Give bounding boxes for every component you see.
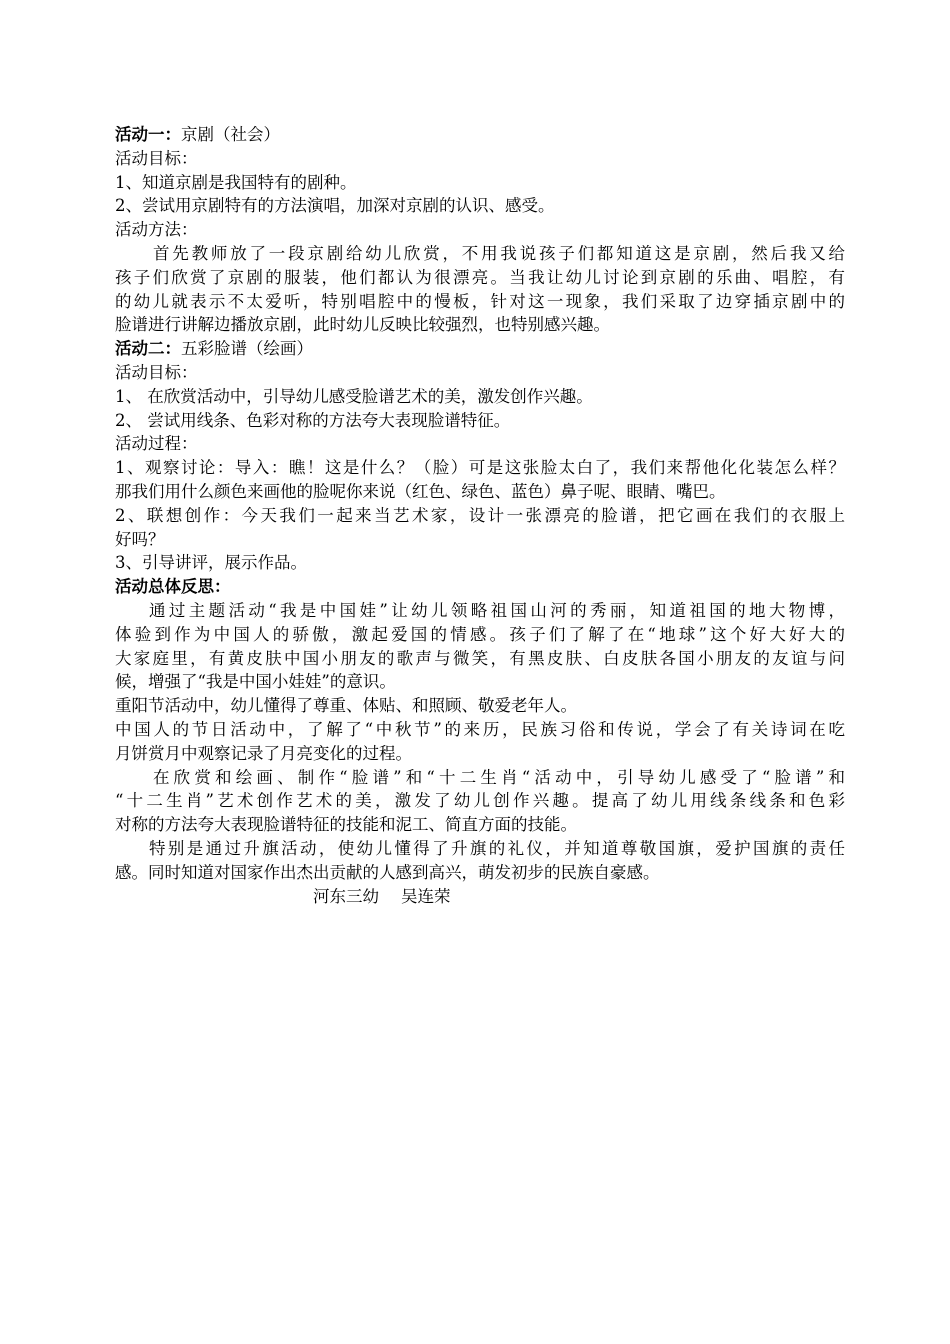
- activity2-heading-label: 活动二：: [115, 339, 181, 359]
- reflection-heading: 活动总体反思：: [115, 577, 231, 597]
- activity1-goal-2: 2、尝试用京剧特有的方法演唱，加深对京剧的认识、感受。: [115, 196, 555, 216]
- signature: [115, 885, 845, 909]
- activity2-heading-title: 五彩脸谱（绘画）: [181, 339, 313, 359]
- activity2-process-line-5: 3、引导讲评，展示作品。: [115, 553, 307, 573]
- reflection-p1-line-3: 大家庭里，有黄皮肤中国小朋友的歌声与微笑，有黑皮肤、白皮肤各国小朋友的友谊与问: [115, 648, 845, 668]
- reflection-p4-line-2: “十二生肖”艺术创作艺术的美，激发了幼儿创作兴趣。提高了幼儿用线条线条和色彩: [115, 791, 845, 811]
- activity1-method-line-1: 首先教师放了一段京剧给幼儿欣赏，不用我说孩子们都知道这是京剧，然后我又给: [153, 243, 845, 263]
- activity2-heading: [115, 337, 845, 361]
- activity2-goal-label: 活动目标：: [115, 362, 198, 382]
- activity2-process-line-4: 好吗？: [115, 529, 165, 549]
- reflection-p4-line-1: 在欣赏和绘画、制作“脸谱”和“十二生肖“活动中，引导幼儿感受了“脸谱”和: [153, 767, 845, 787]
- activity1-heading-label: 活动一：: [115, 125, 181, 144]
- activity1-method-line-2: 孩子们欣赏了京剧的服装，他们都认为很漂亮。当我让幼儿讨论到京剧的乐曲、唱腔，有: [115, 267, 845, 287]
- reflection-p5-line-2: 感。同时知道对国家作出杰出贡献的人感到高兴，萌发初步的民族自豪感。: [115, 862, 660, 882]
- reflection-p2: 重阳节活动中，幼儿懂得了尊重、体贴、和照顾、敬爱老年人。: [115, 696, 577, 716]
- document-body: [115, 123, 845, 908]
- reflection-p1-line-4: 候，增强了“我是中国小娃娃”的意识。: [115, 672, 396, 692]
- activity2-process-line-1: 1、观察讨论：导入：瞧！这是什么？（脸）可是这张脸太白了，我们来帮他化化装怎么样？: [115, 458, 845, 478]
- activity1-method-line-3: 的幼儿就表示不太爱听，特别唱腔中的慢板，针对这一现象，我们采取了边穿插京剧中的: [115, 291, 845, 311]
- signature-school: 河东三幼: [313, 886, 379, 906]
- activity2-goal-1: 1、 在欣赏活动中，引导幼儿感受脸谱艺术的美，激发创作兴趣。: [115, 386, 593, 406]
- reflection-p3-line-1: 中国人的节日活动中，了解了“中秋节”的来历，民族习俗和传说，学会了有关诗词在吃: [115, 719, 845, 739]
- activity1-goal-1: 1、知道京剧是我国特有的剧种。: [115, 172, 357, 192]
- activity1-heading: [115, 123, 845, 147]
- reflection-p1-line-2: 体验到作为中国人的骄傲，激起爱国的情感。孩子们了解了在“地球”这个好大好大的: [115, 624, 845, 644]
- activity1-method-line-4: 脸谱进行讲解边播放京剧，此时幼儿反映比较强烈，也特别感兴趣。: [115, 315, 610, 335]
- reflection-p1-line-1: 通过主题活动“我是中国娃”让幼儿领略祖国山河的秀丽，知道祖国的地大物博，: [149, 600, 845, 620]
- reflection-p4-line-3: 对称的方法夸大表现脸谱特征的技能和泥工、简直方面的技能。: [115, 815, 577, 835]
- activity1-method-label: 活动方法：: [115, 220, 198, 240]
- activity1-goal-label: 活动目标：: [115, 148, 198, 168]
- activity2-goal-2: 2、 尝试用线条、色彩对称的方法夸大表现脸谱特征。: [115, 410, 511, 430]
- reflection-p3-line-2: 月饼赏月中观察记录了月亮变化的过程。: [115, 743, 412, 763]
- activity2-process-label: 活动过程：: [115, 434, 198, 454]
- activity1-heading-title: 京剧（社会）: [181, 125, 280, 144]
- activity2-process-line-2: 那我们用什么颜色来画他的脸呢你来说（红色、绿色、蓝色）鼻子呢、眼睛、嘴巴。: [115, 481, 726, 501]
- reflection-p5-line-1: 特别是通过升旗活动，使幼儿懂得了升旗的礼仪，并知道尊敬国旗，爱护国旗的责任: [149, 838, 845, 858]
- activity2-process-line-3: 2、联想创作：今天我们一起来当艺术家，设计一张漂亮的脸谱，把它画在我们的衣服上: [115, 505, 845, 525]
- signature-author: 吴连荣: [401, 886, 451, 906]
